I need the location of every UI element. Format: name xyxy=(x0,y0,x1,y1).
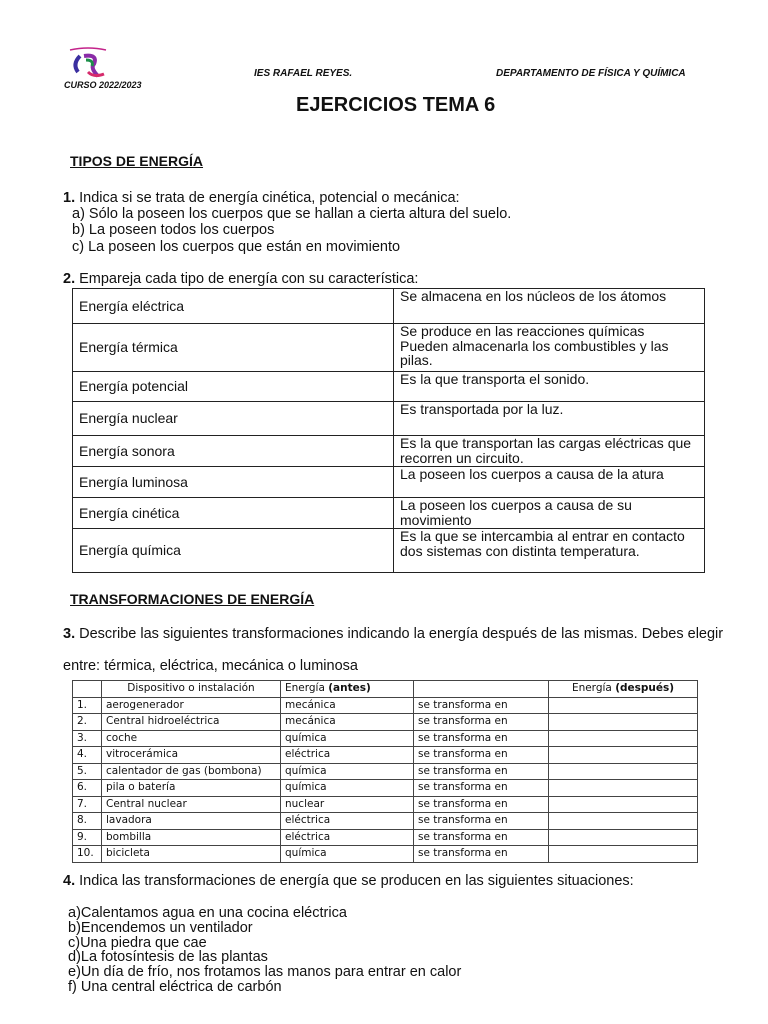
matching-table xyxy=(72,288,705,573)
transform-cell: se transforma en xyxy=(414,846,549,863)
question-text: Describe las siguientes transformaciones indicando la energía después de las mismas. Debes elegir xyxy=(75,626,724,642)
characteristic-cell: Es la que transportan las cargas eléctricas que recorren un circuito. xyxy=(394,436,705,467)
header-transform xyxy=(414,681,549,698)
course-label: CURSO 2022/2023 xyxy=(64,80,142,90)
section-heading-transformations: TRANSFORMACIONES DE ENERGÍA xyxy=(70,591,315,607)
characteristic-cell: Es la que se intercambia al entrar en contacto dos sistemas con distinta temperatura. xyxy=(394,529,705,573)
list-item: b)Encendemos un ventilador xyxy=(68,919,253,936)
question-number: 4. xyxy=(63,873,76,889)
table-row xyxy=(73,529,705,573)
header-cell xyxy=(73,681,102,698)
q4-list xyxy=(68,906,461,995)
energy-before-cell: eléctrica xyxy=(281,829,414,846)
energy-after-cell[interactable] xyxy=(549,763,698,780)
row-number: 5. xyxy=(73,763,102,780)
transform-cell: se transforma en xyxy=(414,714,549,731)
energy-type-cell: Energía potencial xyxy=(73,372,394,402)
transform-cell: se transforma en xyxy=(414,813,549,830)
energy-type-cell: Energía cinética xyxy=(73,498,394,529)
table-row xyxy=(73,763,698,780)
characteristic-line: Pueden almacenarla los combustibles y las pilas. xyxy=(400,337,669,368)
row-number: 1. xyxy=(73,697,102,714)
table-row xyxy=(73,730,698,747)
transform-cell: se transforma en xyxy=(414,747,549,764)
device-cell: Central nuclear xyxy=(102,796,281,813)
row-number: 2. xyxy=(73,714,102,731)
device-cell: aerogenerador xyxy=(102,697,281,714)
device-cell: pila o batería xyxy=(102,780,281,797)
energy-after-cell[interactable] xyxy=(549,714,698,731)
device-cell: vitrocerámica xyxy=(102,747,281,764)
transform-cell: se transforma en xyxy=(414,796,549,813)
header-device: Dispositivo o instalación xyxy=(102,681,281,698)
energy-after-cell[interactable] xyxy=(549,747,698,764)
table-row xyxy=(73,796,698,813)
header-after xyxy=(549,681,698,698)
question-number: 2. xyxy=(63,271,76,287)
list-item: c) La poseen los cuerpos que están en movimiento xyxy=(72,239,401,255)
question-4 xyxy=(63,873,634,890)
energy-after-cell[interactable] xyxy=(549,796,698,813)
list-item: a) Sólo la poseen los cuerpos que se hallan a cierta altura del suelo. xyxy=(72,206,512,222)
table-row xyxy=(73,780,698,797)
question-number: 3. xyxy=(63,626,76,642)
question-3 xyxy=(63,626,723,643)
question-text: Indica si se trata de energía cinética, potencial o mecánica: xyxy=(75,190,460,206)
energy-type-cell: Energía térmica xyxy=(73,324,394,372)
list-item: e)Un día de frío, nos frotamos las manos para entrar en calor xyxy=(68,964,462,981)
energy-type-cell: Energía química xyxy=(73,529,394,573)
table-row xyxy=(73,498,705,529)
table-row xyxy=(73,436,705,467)
energy-before-cell: química xyxy=(281,846,414,863)
device-cell: bicicleta xyxy=(102,846,281,863)
characteristic-cell: La poseen los cuerpos a causa de la atura xyxy=(394,467,705,498)
table-row xyxy=(73,714,698,731)
characteristic-cell: Se almacena en los núcleos de los átomos xyxy=(394,289,705,324)
transform-cell: se transforma en xyxy=(414,763,549,780)
table-row xyxy=(73,829,698,846)
row-number: 9. xyxy=(73,829,102,846)
transformations-table xyxy=(72,680,698,863)
energy-before-cell: química xyxy=(281,730,414,747)
row-number: 4. xyxy=(73,747,102,764)
energy-type-cell: Energía sonora xyxy=(73,436,394,467)
energy-before-cell: eléctrica xyxy=(281,813,414,830)
question-3-line-2: entre: térmica, eléctrica, mecánica o luminosa xyxy=(63,658,358,674)
table-row xyxy=(73,289,705,324)
table-row xyxy=(73,846,698,863)
question-number: 1. xyxy=(63,190,76,206)
characteristic-cell xyxy=(394,324,705,372)
characteristic-cell: Es la que transporta el sonido. xyxy=(394,372,705,402)
header-after-bold: (después) xyxy=(615,682,675,695)
header-before-bold: (antes) xyxy=(328,682,371,695)
department-name: DEPARTAMENTO DE FÍSICA Y QUÍMICA xyxy=(496,68,686,79)
list-item: d)La fotosíntesis de las plantas xyxy=(68,949,268,966)
list-item: f) Una central eléctrica de carbón xyxy=(68,978,282,995)
table-row xyxy=(73,467,705,498)
header-before xyxy=(281,681,414,698)
page-title: EJERCICIOS TEMA 6 xyxy=(296,94,496,116)
table-row xyxy=(73,402,705,436)
header-after-prefix: Energía xyxy=(571,682,616,695)
question-2 xyxy=(63,271,418,288)
energy-type-cell: Energía luminosa xyxy=(73,467,394,498)
device-cell: lavadora xyxy=(102,813,281,830)
energy-type-cell: Energía nuclear xyxy=(73,402,394,436)
row-number: 3. xyxy=(73,730,102,747)
school-name: IES RAFAEL REYES. xyxy=(254,68,353,79)
device-cell: calentador de gas (bombona) xyxy=(102,763,281,780)
row-number: 10. xyxy=(73,846,102,863)
row-number: 6. xyxy=(73,780,102,797)
table-row xyxy=(73,747,698,764)
energy-after-cell[interactable] xyxy=(549,813,698,830)
list-item: b) La poseen todos los cuerpos xyxy=(72,222,275,238)
section-heading-energy-types: TIPOS DE ENERGÍA xyxy=(70,153,204,169)
school-logo xyxy=(64,46,112,80)
characteristic-cell: La poseen los cuerpos a causa de su movimiento xyxy=(394,498,705,529)
question-text: Indica las transformaciones de energía que se producen en las siguientes situaciones: xyxy=(75,873,634,889)
energy-after-cell[interactable] xyxy=(549,846,698,863)
header-before-prefix: Energía xyxy=(285,682,329,695)
device-cell: coche xyxy=(102,730,281,747)
device-cell: Central hidroeléctrica xyxy=(102,714,281,731)
characteristic-line: Se produce en las reacciones químicas xyxy=(400,323,645,339)
energy-before-cell: química xyxy=(281,780,414,797)
list-item: c)Una piedra que cae xyxy=(68,934,207,951)
energy-before-cell: química xyxy=(281,763,414,780)
question-text: Empareja cada tipo de energía con su característica: xyxy=(75,271,419,287)
table-row xyxy=(73,813,698,830)
list-item: a)Calentamos agua en una cocina eléctrica xyxy=(68,905,347,921)
table-header-row xyxy=(73,681,698,698)
energy-after-cell[interactable] xyxy=(549,730,698,747)
energy-before-cell: nuclear xyxy=(281,796,414,813)
device-cell: bombilla xyxy=(102,829,281,846)
energy-after-cell[interactable] xyxy=(549,697,698,714)
energy-before-cell: mecánica xyxy=(281,697,414,714)
table-row xyxy=(73,697,698,714)
transform-cell: se transforma en xyxy=(414,697,549,714)
transformations-body xyxy=(73,697,698,862)
transform-cell: se transforma en xyxy=(414,780,549,797)
energy-before-cell: eléctrica xyxy=(281,747,414,764)
transform-cell: se transforma en xyxy=(414,730,549,747)
row-number: 7. xyxy=(73,796,102,813)
energy-after-cell[interactable] xyxy=(549,780,698,797)
characteristic-cell: Es transportada por la luz. xyxy=(394,402,705,436)
question-1 xyxy=(63,190,460,207)
energy-after-cell[interactable] xyxy=(549,829,698,846)
transform-cell: se transforma en xyxy=(414,829,549,846)
energy-before-cell: mecánica xyxy=(281,714,414,731)
row-number: 8. xyxy=(73,813,102,830)
table-row xyxy=(73,372,705,402)
table-row xyxy=(73,324,705,372)
energy-type-cell: Energía eléctrica xyxy=(73,289,394,324)
